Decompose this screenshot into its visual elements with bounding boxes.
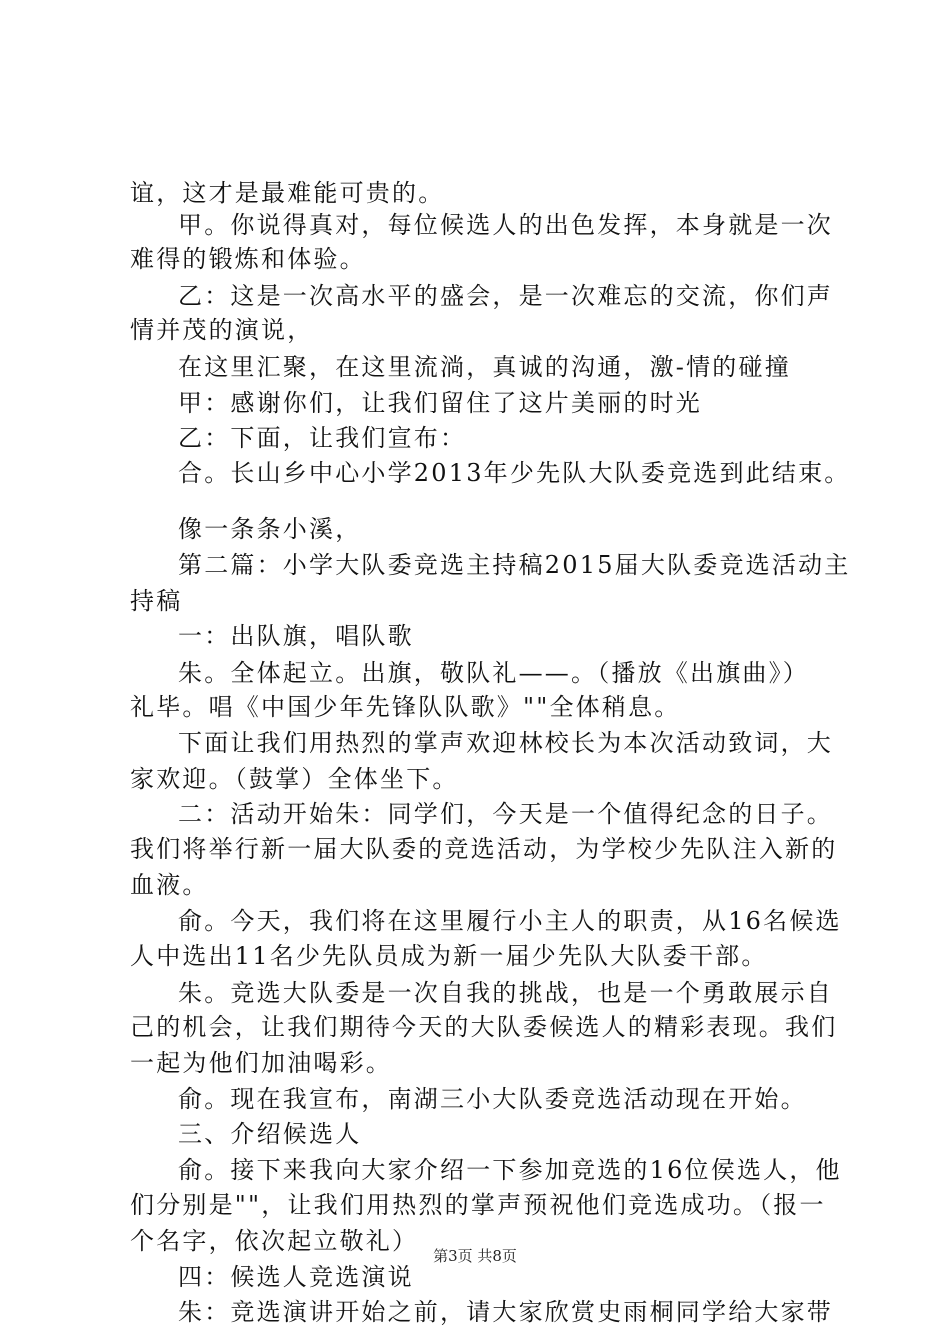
text-line: 情并茂的演说， [130, 316, 314, 344]
text-line: 下面让我们用热烈的掌声欢迎林校长为本次活动致词，大 [178, 729, 833, 757]
text-line: 俞。接下来我向大家介绍一下参加竞选的16位侯选人，他 [178, 1156, 842, 1184]
text-line: 朱。全体起立。出旗，敬队礼——。（播放《出旗曲》） [178, 659, 809, 687]
text-line: 难得的锻炼和体验。 [130, 245, 366, 273]
text-line: 俞。现在我宣布，南湖三小大队委竞选活动现在开始。 [178, 1085, 807, 1113]
text-line: 血液。 [130, 871, 209, 899]
text-line: 己的机会，让我们期待今天的大队委候选人的精彩表现。我们 [130, 1013, 838, 1041]
text-line: 我们将举行新一届大队委的竞选活动，为学校少先队注入新的 [130, 835, 838, 863]
text-line: 三、介绍候选人 [178, 1120, 362, 1148]
text-line: 像一条条小溪， [178, 515, 362, 543]
text-line: 持稿 [130, 587, 183, 615]
text-line: 个名字，依次起立敬礼） [130, 1227, 419, 1255]
text-line: 们分别是""，让我们用热烈的掌声预祝他们竞选成功。（报一 [130, 1191, 826, 1219]
text-line: 人中选出11名少先队员成为新一届少先队大队委干部。 [130, 942, 768, 970]
text-line: 四：候选人竞选演说 [178, 1263, 414, 1291]
text-line: 家欢迎。（鼓掌）全体坐下。 [130, 765, 459, 793]
text-line: 谊，这才是最难能可贵的。 [130, 179, 445, 207]
text-line: 在这里汇聚，在这里流淌，真诚的沟通，激-情的碰撞 [178, 353, 791, 381]
text-line: 甲。你说得真对，每位候选人的出色发挥，本身就是一次 [178, 211, 833, 239]
page-number-footer: 第3页 共8页 [433, 1247, 517, 1265]
text-line: 乙：这是一次高水平的盛会，是一次难忘的交流，你们声 [178, 282, 833, 310]
text-line: 甲：感谢你们，让我们留住了这片美丽的时光 [178, 389, 702, 417]
text-line: 朱：竞选演讲开始之前，请大家欣赏史雨桐同学给大家带 [178, 1298, 833, 1326]
text-line: 礼毕。唱《中国少年先锋队队歌》""全体稍息。 [130, 693, 681, 721]
text-line: 一：出队旗，唱队歌 [178, 622, 414, 650]
text-line: 一起为他们加油喝彩。 [130, 1049, 392, 1077]
text-line: 乙：下面，让我们宣布： [178, 424, 467, 452]
text-line: 朱。竞选大队委是一次自我的挑战，也是一个勇敢展示自 [178, 979, 833, 1007]
text-line: 第二篇：小学大队委竞选主持稿2015届大队委竞选活动主 [178, 551, 851, 579]
text-line: 二：活动开始朱：同学们，今天是一个值得纪念的日子。 [178, 800, 833, 828]
text-line: 俞。今天，我们将在这里履行小主人的职责，从16名候选 [178, 907, 842, 935]
text-line: 合。长山乡中心小学2013年少先队大队委竞选到此结束。 [178, 459, 851, 487]
